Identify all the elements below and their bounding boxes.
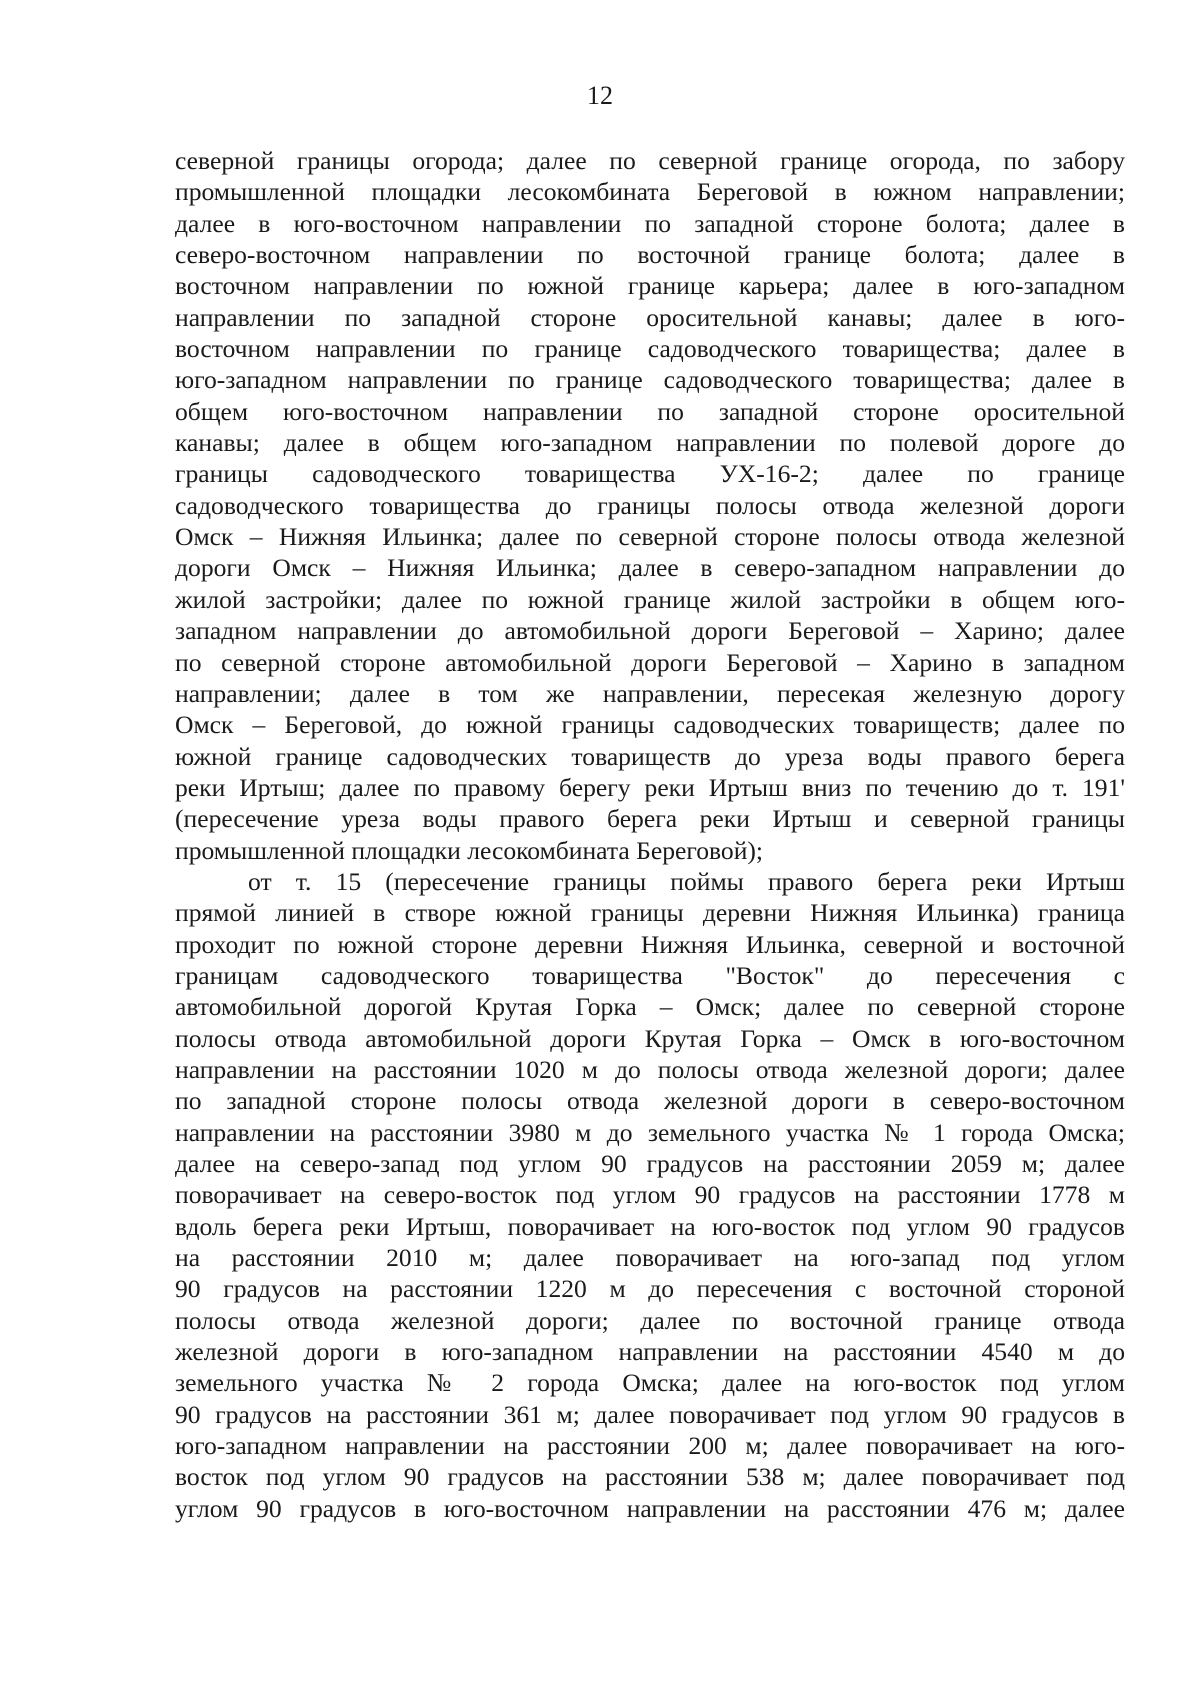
text-line: земельного участка № 2 города Омска; далее на юго-восток под углом	[175, 1368, 1125, 1398]
text-line: полосы отвода автомобильной дороги Крутая Горка – Омск в юго-восточном	[175, 1023, 1125, 1053]
text-line: восток под углом 90 градусов на расстоянии 538 м; далее поворачивает под	[175, 1462, 1125, 1492]
text-line: реки Иртыш; далее по правому берегу реки Иртыш вниз по течению до т. 191'	[175, 772, 1125, 802]
text-line: границам садоводческого товарищества "Восток" до пересечения с	[175, 960, 1125, 990]
text-line: направлении; далее в том же направлении, пересекая железную дорогу	[175, 678, 1125, 708]
text-line: проходит по южной стороне деревни Нижняя Ильинка, северной и восточной	[175, 929, 1125, 959]
text-line: границы садоводческого товарищества УХ-16-2; далее по границе	[175, 459, 1125, 489]
text-line: юго-западном направлении на расстоянии 200 м; далее поворачивает на юго-	[175, 1431, 1125, 1461]
text-line: Омск – Береговой, до южной границы садоводческих товариществ; далее по	[175, 710, 1125, 740]
text-line: восточном направлении по южной границе карьера; далее в юго-западном	[175, 271, 1125, 301]
text-line: прямой линией в створе южной границы деревни Нижняя Ильинка) граница	[175, 898, 1125, 928]
page-number: 12	[587, 81, 613, 110]
text-line: восточном направлении по границе садоводческого товарищества; далее в	[175, 334, 1125, 364]
text-line: полосы отвода железной дороги; далее по восточной границе отвода	[175, 1305, 1125, 1335]
text-line: направлении на расстоянии 3980 м до земельного участка № 1 города Омска;	[175, 1117, 1125, 1147]
text-line: (пересечение уреза воды правого берега реки Иртыш и северной границы	[175, 804, 1125, 834]
text-line: Омск – Нижняя Ильинка; далее по северной стороне полосы отвода железной	[175, 522, 1125, 552]
paragraph	[175, 145, 1125, 866]
text-line: вдоль берега реки Иртыш, поворачивает на юго-восток под углом 90 градусов	[175, 1211, 1125, 1241]
text-line: северной границы огорода; далее по северной границе огорода, по забору	[175, 146, 1125, 175]
text-line: промышленной площадки лесокомбината Береговой);	[175, 835, 764, 865]
text-line: канавы; далее в общем юго-западном направлении по полевой дороге до	[175, 428, 1125, 458]
text-line: по западной стороне полосы отвода железной дороги в северо-восточном	[175, 1086, 1125, 1116]
text-line: далее на северо-запад под углом 90 градусов на расстоянии 2059 м; далее	[175, 1149, 1125, 1178]
paragraph	[175, 866, 1125, 1524]
text-line: общем юго-восточном направлении по западной стороне оросительной	[175, 396, 1125, 426]
text-line: северо-восточном направлении по восточной границе болота; далее в	[175, 240, 1125, 270]
text-line: от т. 15 (пересечение границы поймы правого берега реки Иртыш	[248, 866, 1125, 896]
text-line: углом 90 градусов в юго-восточном направлении на расстоянии 476 м; далее	[175, 1493, 1125, 1523]
text-line: по северной стороне автомобильной дороги Береговой – Харино в западном	[175, 647, 1125, 677]
text-line: 90 градусов на расстоянии 361 м; далее поворачивает под углом 90 градусов в	[175, 1399, 1125, 1429]
text-line: автомобильной дорогой Крутая Горка – Омск; далее по северной стороне	[175, 992, 1125, 1022]
text-line: юго-западном направлении по границе садоводческого товарищества; далее в	[175, 365, 1125, 395]
text-line: на расстоянии 2010 м; далее поворачивает на юго-запад под углом	[175, 1243, 1125, 1273]
text-line: 90 градусов на расстоянии 1220 м до пересечения с восточной стороной	[175, 1274, 1125, 1304]
text-line: промышленной площадки лесокомбината Береговой в южном направлении;	[175, 177, 1125, 207]
text-line: железной дороги в юго-западном направлении на расстоянии 4540 м до	[175, 1337, 1125, 1367]
text-line: садоводческого товарищества до границы полосы отвода железной дороги	[175, 490, 1125, 520]
text-line: жилой застройки; далее по южной границе жилой застройки в общем юго-	[175, 584, 1125, 614]
text-line: направлении на расстоянии 1020 м до полосы отвода железной дороги; далее	[175, 1054, 1125, 1084]
text-line: западном направлении до автомобильной дороги Береговой – Харино; далее	[175, 616, 1125, 646]
text-line: южной границе садоводческих товариществ до уреза воды правого берега	[175, 741, 1125, 771]
text-line: дороги Омск – Нижняя Ильинка; далее в северо-западном направлении до	[175, 553, 1125, 583]
text-line: далее в юго-восточном направлении по западной стороне болота; далее в	[175, 208, 1125, 238]
text-line: поворачивает на северо-восток под углом 90 градусов на расстоянии 1778 м	[175, 1180, 1125, 1210]
text-line: направлении по западной стороне оросительной канавы; далее в юго-	[175, 302, 1125, 332]
document-body	[175, 145, 1125, 1524]
